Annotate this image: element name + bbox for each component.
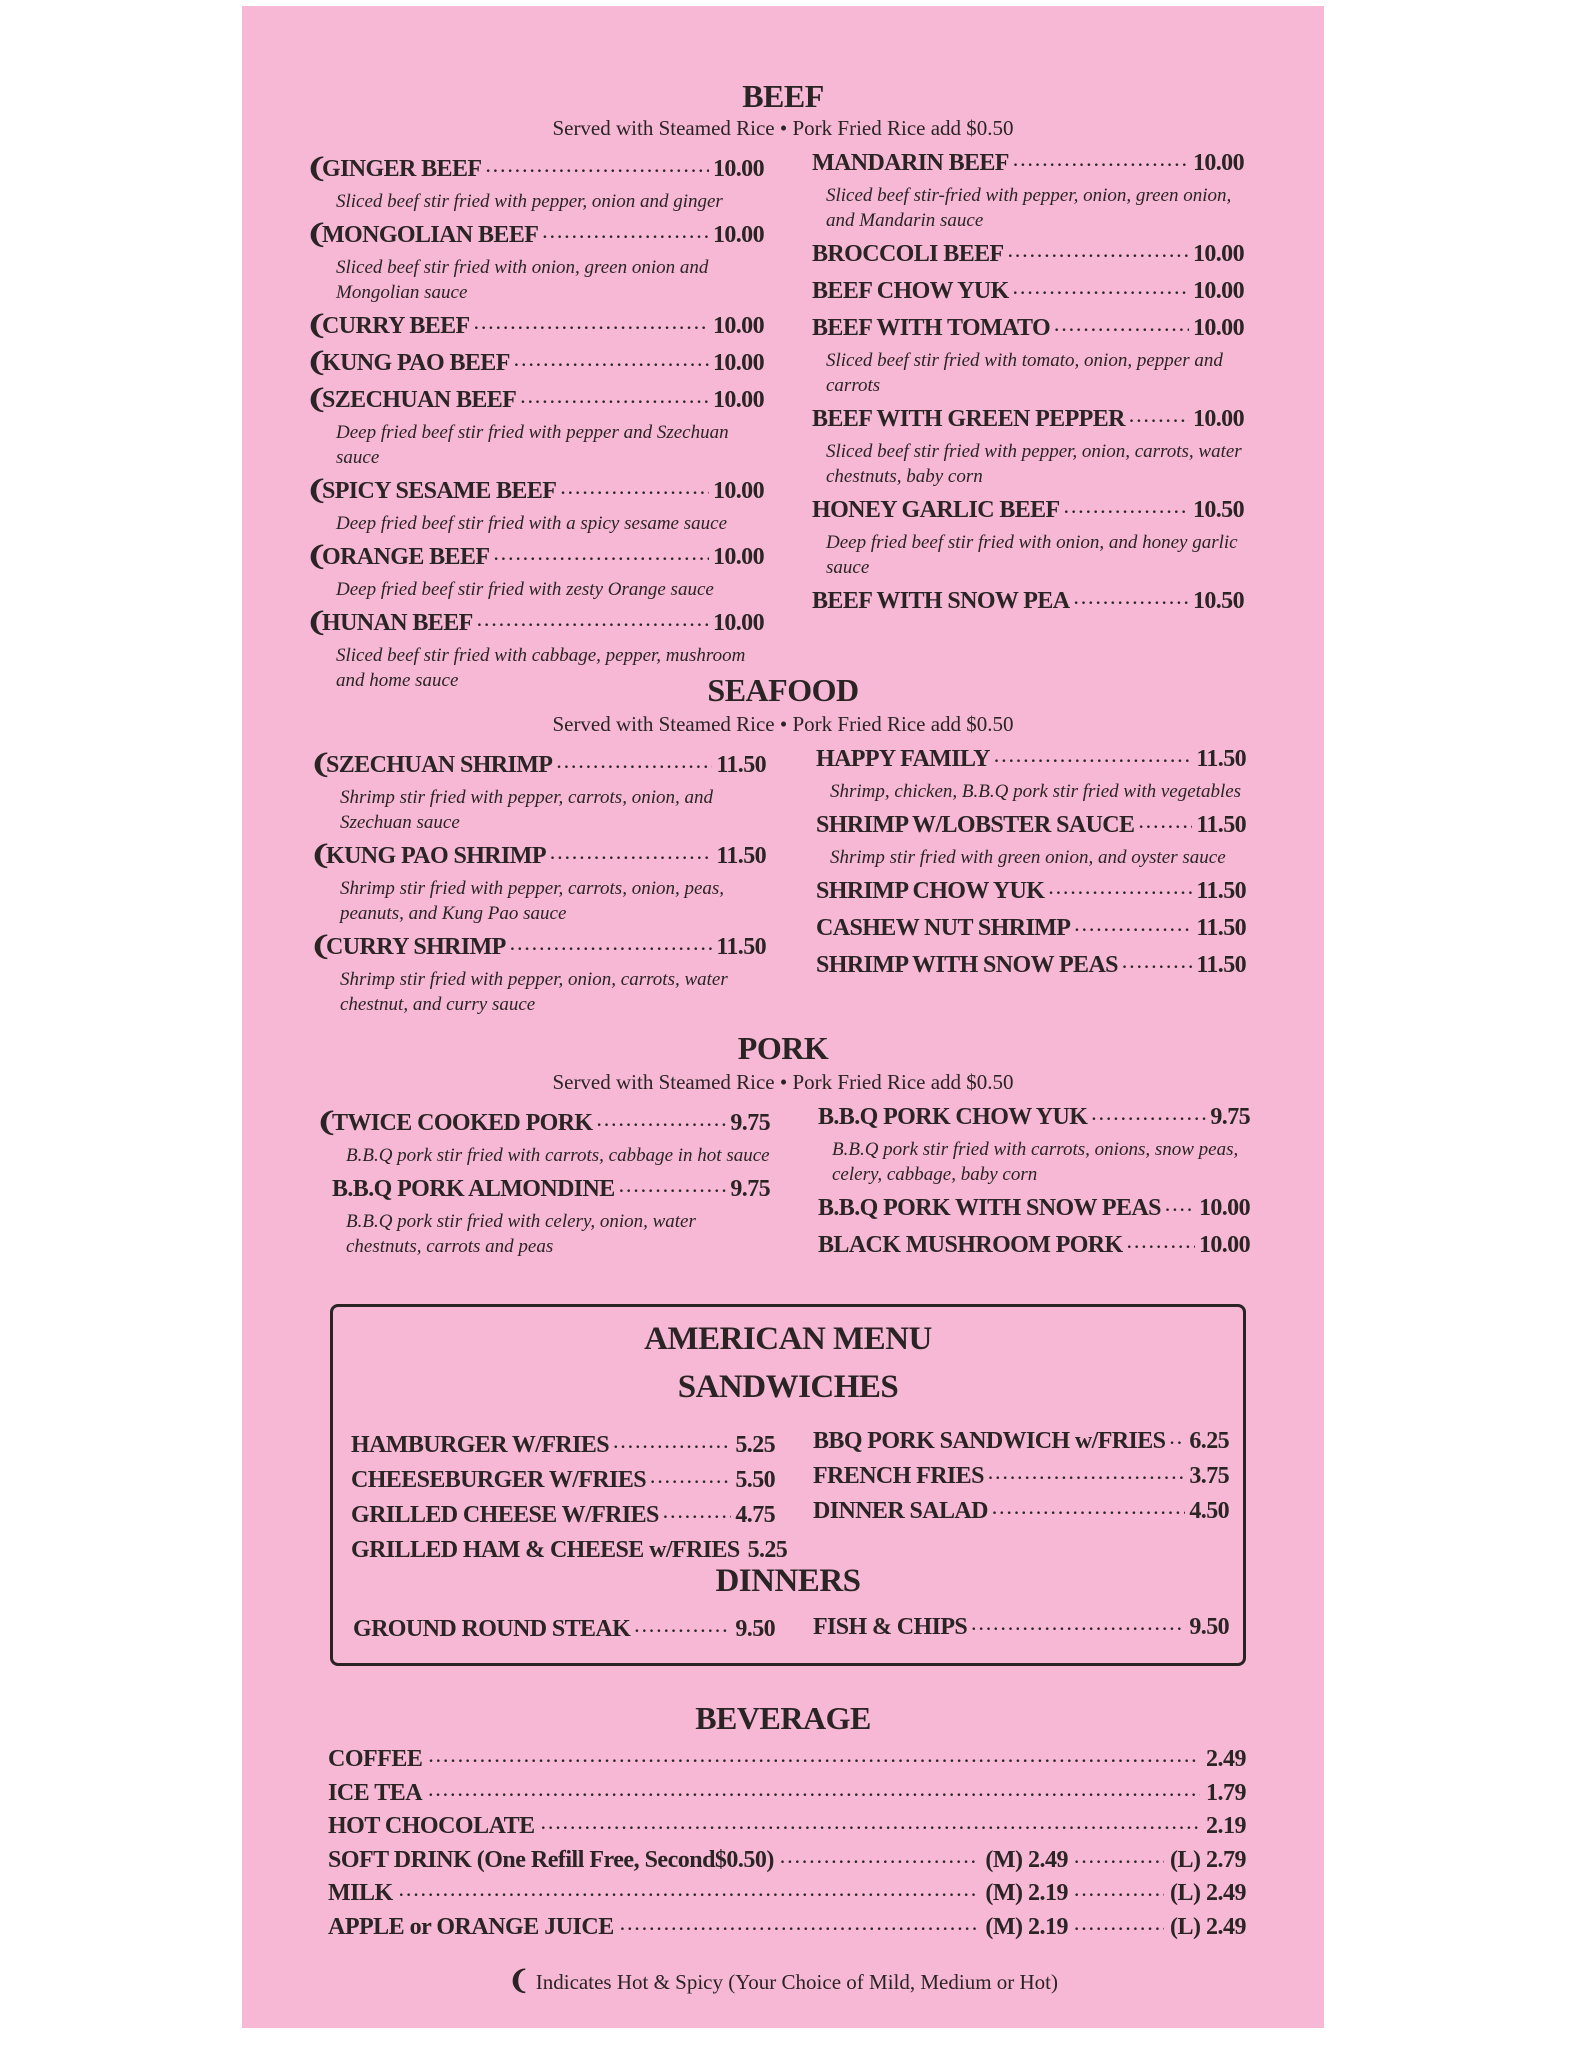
beverage-large-price: (L) 2.79 [1170, 1846, 1246, 1873]
menu-item-row [818, 1100, 1250, 1137]
menu-item-name: BEEF CHOW YUK [812, 278, 1009, 304]
pepper-icon: ❨ [310, 841, 332, 870]
menu-item [812, 237, 1244, 274]
sandwiches-left-column [351, 1429, 788, 1569]
menu-item-name: CURRY BEEF [322, 313, 470, 339]
pork-right-column [818, 1100, 1250, 1265]
menu-item-row [326, 930, 766, 967]
menu-item [812, 311, 1244, 398]
menu-item-price: 10.00 [712, 610, 764, 636]
menu-item-row [816, 808, 1246, 845]
menu-item [332, 1172, 770, 1259]
dot-leader [1074, 1887, 1164, 1905]
pepper-icon: ❨ [310, 932, 332, 961]
pepper-icon: ❨ [306, 220, 328, 249]
menu-item-name: GRILLED CHEESE W/FRIES [351, 1502, 659, 1528]
dot-leader [485, 155, 709, 189]
menu-item-name: KUNG PAO SHRIMP [326, 843, 546, 869]
menu-item-name: GROUND ROUND STEAK [353, 1616, 631, 1642]
dot-leader [514, 349, 709, 383]
beverage-name: APPLE or ORANGE JUICE [328, 1913, 614, 1940]
menu-item-price: 10.00 [712, 313, 764, 339]
dot-leader [510, 933, 713, 967]
menu-item-row [322, 309, 764, 346]
menu-item-description: Sliced beef stir fried with onion, green onion and Mongolian sauce [336, 257, 709, 303]
menu-item-row [812, 237, 1244, 274]
beverage-large-price: (L) 2.49 [1170, 1913, 1246, 1940]
menu-item-description: B.B.Q pork stir fried with carrots, onions, snow peas, celery, cabbage, baby corn [832, 1139, 1239, 1185]
beef-subtitle: Served with Steamed Rice • Pork Fried Rice add $0.50 [552, 116, 1014, 140]
menu-item-price: 11.50 [716, 843, 766, 869]
menu-item-name: BBQ PORK SANDWICH w/FRIES [813, 1428, 1166, 1454]
menu-item-price: 10.00 [1198, 1232, 1250, 1258]
menu-item-price: 9.75 [730, 1110, 770, 1136]
menu-page [242, 6, 1324, 2028]
menu-item-name: TWICE COOKED PORK [332, 1110, 593, 1136]
dot-leader [634, 1616, 731, 1648]
dot-leader [1054, 314, 1189, 348]
menu-item [306, 346, 764, 383]
menu-item [812, 402, 1244, 489]
beverage-name: COFFEE [328, 1746, 423, 1772]
menu-item-description: Shrimp stir fried with green onion, and oyster sauce [830, 847, 1226, 868]
seafood-title: SEAFOOD [707, 672, 859, 708]
dot-leader [1064, 496, 1189, 530]
menu-item-price: 9.50 [1189, 1614, 1229, 1640]
beverage-name: HOT CHOCOLATE [328, 1813, 535, 1839]
menu-item-description: Sliced beef stir fried with tomato, onion, pepper and carrots [826, 350, 1223, 396]
beverage-name: ICE TEA [328, 1779, 423, 1806]
menu-item [816, 874, 1246, 911]
dot-leader [1138, 811, 1192, 845]
menu-item-row [818, 1191, 1250, 1228]
menu-item-description: Shrimp stir fried with pepper, onion, carrots, water chestnut, and curry sauce [340, 969, 728, 1015]
pork-subtitle: Served with Steamed Rice • Pork Fried Rice add $0.50 [552, 1070, 1014, 1094]
dot-leader [613, 1432, 731, 1464]
menu-item [816, 911, 1246, 948]
menu-item-name: CHEESEBURGER W/FRIES [351, 1467, 646, 1493]
dot-leader [1013, 149, 1189, 183]
menu-item-description: Deep fried beef stir fried with pepper and Szechuan sauce [336, 422, 729, 468]
menu-item-name: SHRIMP WITH SNOW PEAS [816, 952, 1118, 978]
menu-item-name: SHRIMP CHOW YUK [816, 878, 1045, 904]
menu-item-row [332, 1106, 770, 1143]
dot-leader [542, 221, 709, 255]
dot-leader [1008, 240, 1189, 274]
menu-item [816, 948, 1246, 985]
menu-item [816, 742, 1246, 804]
dinners-left-column [353, 1613, 775, 1648]
menu-item [812, 274, 1244, 311]
pepper-icon: ❨ [306, 385, 328, 414]
dot-leader [477, 609, 709, 643]
dot-leader [1129, 405, 1189, 439]
beverage-row [328, 1914, 1246, 1941]
dot-leader [1169, 1428, 1185, 1460]
menu-item-description: Sliced beef stir fried with pepper, onion, carrots, water chestnuts, baby corn [826, 441, 1242, 487]
dot-leader [550, 842, 712, 876]
dot-leader [428, 1787, 1200, 1805]
menu-item [812, 584, 1244, 621]
dot-leader [556, 751, 712, 785]
menu-item-row [812, 493, 1244, 530]
menu-item-row [322, 152, 764, 189]
menu-item-name: MANDARIN BEEF [812, 150, 1009, 176]
menu-item-price: 10.00 [1192, 406, 1244, 432]
menu-item-price: 10.00 [712, 156, 764, 182]
dot-leader [1122, 951, 1192, 985]
menu-item [310, 748, 766, 835]
menu-item-row [322, 383, 764, 420]
menu-item-price: 10.00 [712, 387, 764, 413]
menu-item-name: FISH & CHIPS [813, 1614, 968, 1640]
menu-item-row [816, 742, 1246, 779]
dot-leader [780, 1854, 979, 1872]
menu-item-name: FRENCH FRIES [813, 1463, 984, 1489]
menu-item-description: Deep fried beef stir fried with onion, and honey garlic sauce [826, 532, 1238, 578]
menu-item-description: Sliced beef stir fried with cabbage, pepper, mushroom and home sauce [336, 645, 746, 691]
beverage-row [328, 1813, 1246, 1840]
menu-item [812, 146, 1244, 233]
dinners-right-column [813, 1611, 1229, 1646]
american-menu-box [330, 1304, 1246, 1666]
menu-item-row [351, 1499, 775, 1534]
dot-leader [619, 1175, 727, 1209]
dot-leader [992, 1498, 1186, 1530]
menu-item-price: 10.00 [712, 222, 764, 248]
menu-item-row [816, 948, 1246, 985]
menu-item-price: 5.25 [735, 1432, 775, 1458]
menu-item-row [812, 146, 1244, 183]
menu-item-row [351, 1464, 775, 1499]
menu-item-price: 11.50 [716, 934, 766, 960]
menu-item-row [353, 1613, 775, 1648]
menu-item-price: 11.50 [1196, 878, 1246, 904]
menu-item-price: 10.50 [1192, 497, 1244, 523]
menu-item-price: 4.75 [735, 1502, 775, 1528]
menu-item-row [322, 346, 764, 383]
dot-leader [663, 1502, 732, 1534]
dot-leader [971, 1614, 1185, 1646]
beverage-medium-price: (M) 2.19 [985, 1880, 1068, 1906]
beverage-row [328, 1746, 1246, 1773]
menu-item-row [813, 1495, 1229, 1530]
menu-item-price: 9.75 [730, 1176, 770, 1202]
menu-item-row [351, 1429, 775, 1464]
menu-item-row [326, 839, 766, 876]
menu-item-description: Sliced beef stir-fried with pepper, onion, green onion, and Mandarin sauce [826, 185, 1232, 231]
menu-item-name: BROCCOLI BEEF [812, 241, 1004, 267]
menu-item-price: 10.00 [1192, 278, 1244, 304]
menu-item-description: Deep fried beef stir fried with zesty Orange sauce [336, 579, 714, 600]
menu-item-description: Shrimp stir fried with pepper, carrots, onion, and Szechuan sauce [340, 787, 713, 833]
menu-item-name: ORANGE BEEF [322, 544, 490, 570]
menu-item-description: Deep fried beef stir fried with a spicy sesame sauce [336, 513, 728, 534]
beef-left-column [306, 152, 764, 697]
menu-item-name: BEEF WITH TOMATO [812, 315, 1051, 341]
beverage-row [328, 1880, 1246, 1907]
menu-item-row [818, 1228, 1250, 1265]
dot-leader [1091, 1103, 1206, 1137]
menu-item-row [326, 748, 766, 785]
menu-item [316, 1106, 770, 1168]
menu-item-name: KUNG PAO BEEF [322, 350, 510, 376]
dot-leader [428, 1753, 1200, 1771]
menu-item [818, 1100, 1250, 1187]
menu-item-description: B.B.Q pork stir fried with celery, onion, water chestnuts, carrots and peas [346, 1211, 696, 1257]
sandwiches-right-column [813, 1425, 1229, 1530]
menu-item-row [812, 311, 1244, 348]
dot-leader [1127, 1231, 1195, 1265]
seafood-subtitle: Served with Steamed Rice • Pork Fried Rice add $0.50 [552, 712, 1014, 736]
beverage-price: 1.79 [1206, 1779, 1246, 1806]
beverage-row [328, 1780, 1246, 1807]
dot-leader [541, 1820, 1200, 1838]
menu-item-price: 10.00 [1192, 315, 1244, 341]
menu-item [306, 218, 764, 305]
menu-item-row [816, 874, 1246, 911]
menu-item-name: HUNAN BEEF [322, 610, 473, 636]
menu-item [812, 493, 1244, 580]
dot-leader [994, 745, 1192, 779]
menu-item [306, 309, 764, 346]
pepper-icon: ❨ [306, 476, 328, 505]
pepper-icon: ❨ [310, 750, 332, 779]
menu-item-name: DINNER SALAD [813, 1498, 988, 1524]
dot-leader [620, 1921, 980, 1939]
menu-item-name: CASHEW NUT SHRIMP [816, 915, 1071, 941]
menu-item-name: SZECHUAN BEEF [322, 387, 517, 413]
menu-item-name: BEEF WITH GREEN PEPPER [812, 406, 1125, 432]
menu-item-price: 10.00 [712, 350, 764, 376]
sandwiches-title: SANDWICHES [677, 1369, 899, 1405]
menu-item-price: 10.00 [712, 544, 764, 570]
menu-item [306, 152, 764, 214]
menu-item-price: 11.50 [716, 752, 766, 778]
menu-item-name: HONEY GARLIC BEEF [812, 497, 1060, 523]
pork-left-column [316, 1106, 770, 1263]
menu-item-row [322, 540, 764, 577]
beverage-name: MILK [328, 1880, 393, 1906]
beverage-name: SOFT DRINK (One Refill Free, Second$0.50) [328, 1846, 774, 1873]
seafood-right-column [816, 742, 1246, 985]
menu-item [818, 1228, 1250, 1265]
pepper-icon: ❨ [306, 154, 328, 183]
menu-item-row [322, 474, 764, 511]
dot-leader [493, 543, 709, 577]
dot-leader [988, 1463, 1186, 1495]
menu-item-row [813, 1611, 1229, 1646]
menu-item-name: BEEF WITH SNOW PEA [812, 588, 1070, 614]
beverage-title: BEVERAGE [695, 1700, 871, 1736]
pepper-icon: ❨ [306, 311, 328, 340]
menu-item [306, 383, 764, 470]
beverage-price: 2.19 [1206, 1813, 1246, 1839]
menu-item-price: 5.50 [735, 1467, 775, 1493]
dot-leader [1013, 277, 1189, 311]
dinners-title: DINNERS [715, 1563, 861, 1599]
menu-item-name: B.B.Q PORK CHOW YUK [818, 1104, 1088, 1130]
menu-item-description: Shrimp, chicken, B.B.Q pork stir fried with vegetables [830, 781, 1242, 802]
menu-item-price: 10.00 [1192, 150, 1244, 176]
menu-item-description: Sliced beef stir fried with pepper, onion and ginger [336, 191, 723, 212]
beverage-medium-price: (M) 2.49 [985, 1846, 1068, 1873]
menu-item [306, 540, 764, 602]
menu-item-price: 3.75 [1189, 1463, 1229, 1489]
dot-leader [1165, 1194, 1195, 1228]
menu-item-description: B.B.Q pork stir fried with carrots, cabbage in hot sauce [346, 1145, 770, 1166]
menu-item-price: 9.50 [735, 1616, 775, 1642]
menu-item-name: HAPPY FAMILY [816, 746, 990, 772]
pork-title: PORK [737, 1030, 829, 1066]
pepper-icon: ❨ [306, 542, 328, 571]
footnote-text: Indicates Hot & Spicy (Your Choice of Mild, Medium or Hot) [535, 1970, 1059, 1994]
menu-item-name: HAMBURGER W/FRIES [351, 1432, 610, 1458]
dot-leader [597, 1109, 727, 1143]
menu-item-price: 5.25 [747, 1537, 788, 1563]
menu-item-price: 11.50 [1196, 812, 1246, 838]
dot-leader [399, 1887, 980, 1905]
menu-item-price: 11.50 [1196, 952, 1246, 978]
dot-leader [1074, 1921, 1164, 1939]
pepper-icon: ❨ [316, 1108, 338, 1137]
menu-item-row [322, 218, 764, 255]
menu-item [818, 1191, 1250, 1228]
menu-item-name: SHRIMP W/LOBSTER SAUCE [816, 812, 1135, 838]
menu-item-name: SPICY SESAME BEEF [322, 478, 557, 504]
menu-item-name: BLACK MUSHROOM PORK [818, 1232, 1123, 1258]
menu-item-row [816, 911, 1246, 948]
dot-leader [1074, 587, 1189, 621]
footnote [242, 1966, 1324, 1996]
menu-item-name: SZECHUAN SHRIMP [326, 752, 553, 778]
seafood-left-column [310, 748, 766, 1021]
menu-item-name: B.B.Q PORK WITH SNOW PEAS [818, 1195, 1161, 1221]
menu-item-row [332, 1172, 770, 1209]
menu-item-row [812, 402, 1244, 439]
menu-item-price: 10.00 [1192, 241, 1244, 267]
menu-item-price: 9.75 [1210, 1104, 1250, 1130]
pepper-icon: ❨ [507, 1966, 530, 1995]
menu-item-row [813, 1425, 1229, 1460]
menu-item-price: 10.00 [712, 478, 764, 504]
dot-leader [1074, 914, 1192, 948]
beef-right-column [812, 146, 1244, 621]
menu-item-price: 4.50 [1189, 1498, 1229, 1524]
beverage-price: 2.49 [1206, 1746, 1246, 1772]
beverage-large-price: (L) 2.49 [1170, 1880, 1246, 1906]
pepper-icon: ❨ [306, 608, 328, 637]
menu-item-price: 10.00 [1198, 1195, 1250, 1221]
menu-item-row [813, 1460, 1229, 1495]
beverage-medium-price: (M) 2.19 [985, 1913, 1068, 1940]
menu-item-name: GINGER BEEF [322, 156, 482, 182]
menu-item-name: CURRY SHRIMP [326, 934, 506, 960]
pepper-icon: ❨ [306, 348, 328, 377]
menu-item-row [322, 606, 764, 643]
menu-item-name: B.B.Q PORK ALMONDINE [332, 1176, 615, 1202]
dot-leader [650, 1467, 731, 1499]
menu-item-row [812, 584, 1244, 621]
menu-item [816, 808, 1246, 870]
menu-item [306, 474, 764, 536]
menu-item [310, 839, 766, 926]
menu-item-price: 11.50 [1196, 915, 1246, 941]
dot-leader [520, 386, 709, 420]
dot-leader [474, 312, 709, 346]
dot-leader [1048, 877, 1192, 911]
beef-title: BEEF [742, 78, 824, 114]
menu-item-price: 11.50 [1196, 746, 1246, 772]
dot-leader [1074, 1854, 1164, 1872]
menu-item-row [812, 274, 1244, 311]
american-menu-title: AMERICAN MENU [644, 1321, 932, 1357]
menu-item-name: MONGOLIAN BEEF [322, 222, 539, 248]
menu-item-description: Shrimp stir fried with pepper, carrots, onion, peas, peanuts, and Kung Pao sauce [340, 878, 725, 924]
menu-item [310, 930, 766, 1017]
dot-leader [560, 477, 709, 511]
menu-item-name: GRILLED HAM & CHEESE w/FRIES [351, 1537, 740, 1563]
beverage-row [328, 1847, 1246, 1874]
menu-item-price: 10.50 [1192, 588, 1244, 614]
menu-item-price: 6.25 [1189, 1428, 1229, 1454]
